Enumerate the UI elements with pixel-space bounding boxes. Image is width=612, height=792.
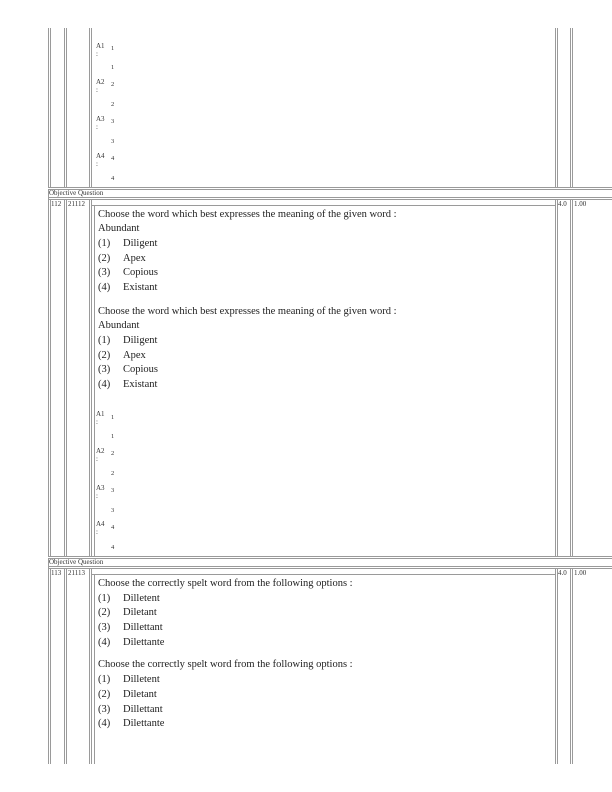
option-colon: : [96, 86, 98, 94]
option-code: A3 [96, 484, 105, 492]
choice-number: (1) [98, 593, 111, 604]
option-colon: : [96, 50, 98, 58]
grid-line [48, 568, 612, 569]
choice-text: Diligent [123, 335, 158, 346]
choice-number: (1) [98, 238, 111, 249]
choice-number: (4) [98, 718, 111, 729]
option-answer: 2 [111, 101, 115, 108]
option-value: 4 [111, 155, 115, 162]
question-word: Abundant [98, 320, 140, 331]
question-marks: 4.0 [558, 569, 567, 577]
choice-text: Dilletent [123, 593, 160, 604]
question-negative-marks: 1.00 [574, 569, 587, 577]
question-sno: 112 [51, 200, 62, 208]
choice-text: Existant [123, 282, 158, 293]
option-answer: 1 [111, 64, 115, 71]
grid-line [48, 566, 612, 567]
grid-line [570, 568, 571, 764]
option-answer: 1 [111, 433, 115, 440]
choice-text: Existant [123, 379, 158, 390]
grid-line [570, 28, 571, 187]
option-answer: 4 [111, 175, 115, 182]
grid-line [557, 28, 558, 187]
grid-line [91, 574, 555, 575]
option-code: A1 [96, 42, 105, 50]
grid-line [50, 199, 51, 556]
option-value: 3 [111, 487, 115, 494]
option-value: 1 [111, 45, 115, 52]
option-code: A4 [96, 520, 105, 528]
option-colon: : [96, 123, 98, 131]
question-id: 21112 [68, 200, 85, 208]
question-prompt: Choose the word which best expresses the meaning of the given word : [98, 209, 397, 220]
option-code: A4 [96, 152, 105, 160]
choice-number: (4) [98, 379, 111, 390]
option-value: 4 [111, 524, 115, 531]
question-id: 21113 [68, 569, 85, 577]
choice-text: Apex [123, 350, 146, 361]
grid-line [48, 189, 49, 556]
grid-line [572, 28, 573, 187]
grid-line [48, 189, 612, 190]
grid-line [48, 28, 49, 187]
option-answer: 3 [111, 138, 115, 145]
grid-line [555, 28, 556, 187]
grid-line [91, 568, 92, 764]
option-answer: 3 [111, 507, 115, 514]
grid-line [48, 187, 612, 188]
question-sno: 113 [51, 569, 62, 577]
grid-line [89, 199, 90, 556]
option-colon: : [96, 418, 98, 426]
grid-line [572, 199, 573, 556]
option-value: 2 [111, 81, 115, 88]
grid-line [64, 568, 65, 764]
question-prompt: Choose the correctly spelt word from the following options : [98, 659, 353, 670]
choice-number: (1) [98, 335, 111, 346]
choice-number: (2) [98, 350, 111, 361]
choice-text: Dilletent [123, 674, 160, 685]
grid-line [555, 199, 556, 556]
grid-line [66, 28, 67, 187]
choice-text: Dillettant [123, 622, 163, 633]
grid-line [91, 28, 92, 187]
grid-line [570, 199, 571, 556]
grid-line [50, 568, 51, 764]
grid-line [557, 568, 558, 764]
choice-text: Dilettante [123, 718, 165, 729]
grid-line [48, 556, 612, 557]
choice-number: (2) [98, 607, 111, 618]
grid-line [94, 205, 95, 556]
grid-line [94, 574, 95, 764]
option-value: 2 [111, 450, 115, 457]
option-colon: : [96, 455, 98, 463]
grid-line [91, 205, 555, 206]
choice-number: (3) [98, 622, 111, 633]
choice-number: (3) [98, 704, 111, 715]
grid-line [48, 199, 612, 200]
choice-number: (3) [98, 364, 111, 375]
choice-number: (2) [98, 253, 111, 264]
choice-text: Diligent [123, 238, 158, 249]
option-colon: : [96, 528, 98, 536]
grid-line [66, 568, 67, 764]
option-code: A1 [96, 410, 105, 418]
choice-number: (3) [98, 267, 111, 278]
section-label: Objective Question [49, 558, 104, 566]
grid-line [48, 197, 612, 198]
choice-text: Apex [123, 253, 146, 264]
choice-text: Diletant [123, 607, 157, 618]
grid-line [64, 199, 65, 556]
grid-line [91, 199, 92, 556]
option-value: 1 [111, 414, 115, 421]
question-word: Abundant [98, 223, 140, 234]
option-value: 3 [111, 118, 115, 125]
choice-number: (1) [98, 674, 111, 685]
grid-line [572, 568, 573, 764]
grid-line [48, 558, 612, 559]
choice-text: Diletant [123, 689, 157, 700]
grid-line [50, 28, 51, 187]
grid-line [66, 199, 67, 556]
question-negative-marks: 1.00 [574, 200, 587, 208]
choice-number: (4) [98, 637, 111, 648]
option-colon: : [96, 492, 98, 500]
choice-text: Dillettant [123, 704, 163, 715]
option-answer: 4 [111, 544, 115, 551]
choice-text: Copious [123, 364, 159, 375]
option-code: A2 [96, 78, 105, 86]
grid-line [555, 568, 556, 764]
choice-number: (4) [98, 282, 111, 293]
grid-line [48, 558, 49, 764]
question-prompt: Choose the word which best expresses the meaning of the given word : [98, 306, 397, 317]
choice-text: Copious [123, 267, 159, 278]
option-colon: : [96, 160, 98, 168]
option-code: A3 [96, 115, 105, 123]
grid-line [89, 28, 90, 187]
option-code: A2 [96, 447, 105, 455]
choice-text: Dilettante [123, 637, 165, 648]
grid-line [557, 199, 558, 556]
question-marks: 4.0 [558, 200, 567, 208]
section-label: Objective Question [49, 189, 104, 197]
grid-line [89, 568, 90, 764]
question-prompt: Choose the correctly spelt word from the following options : [98, 578, 353, 589]
option-answer: 2 [111, 470, 115, 477]
grid-line [64, 28, 65, 187]
choice-number: (2) [98, 689, 111, 700]
